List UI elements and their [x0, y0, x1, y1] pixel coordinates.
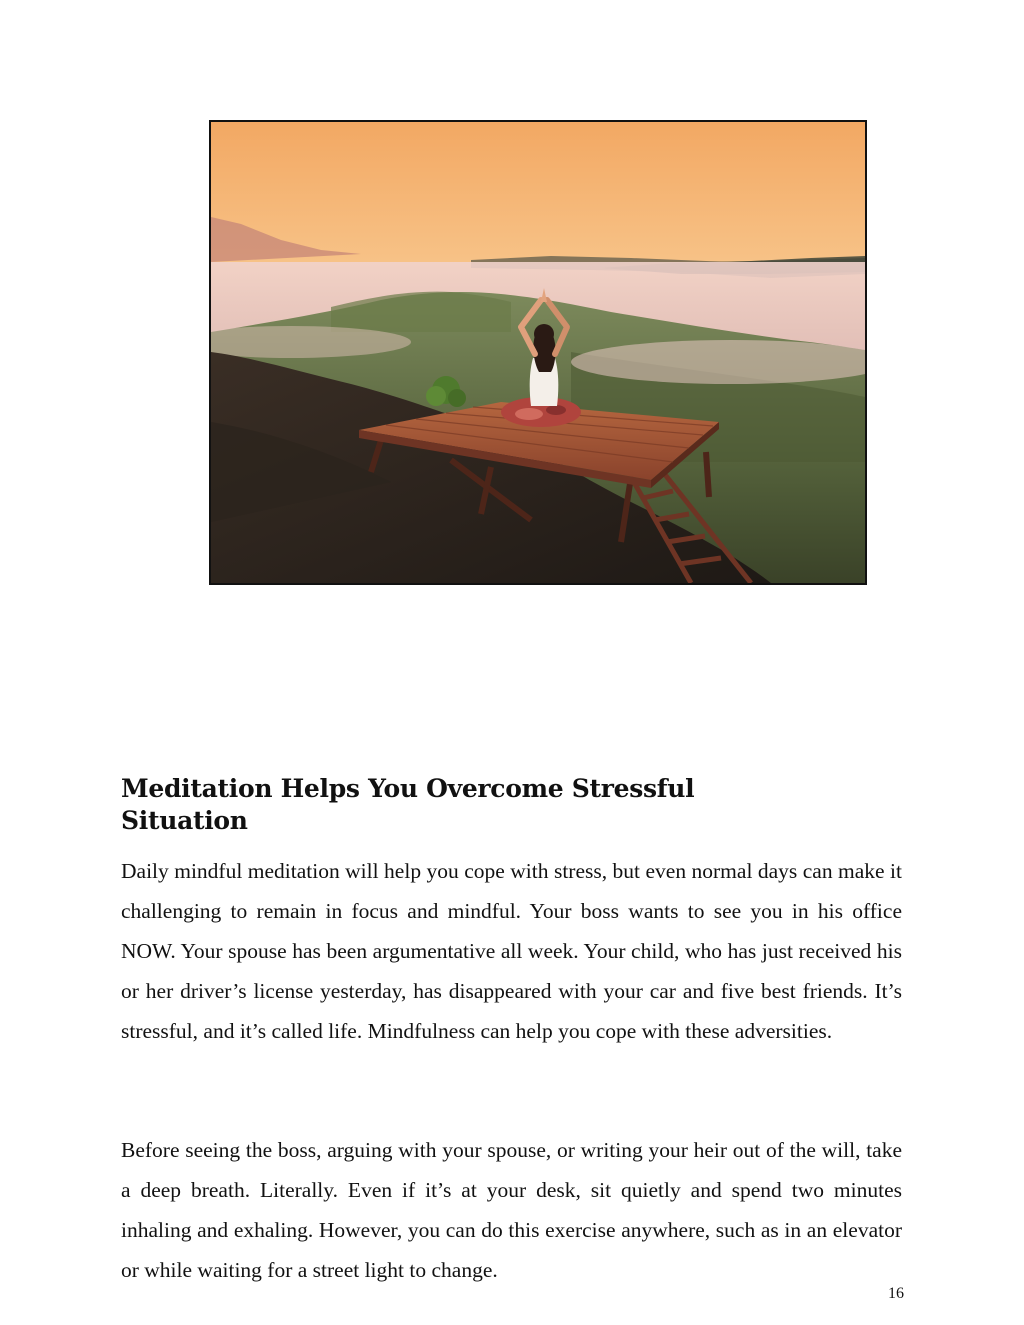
paragraph-1: Daily mindful meditation will help you cope with stress, but even normal days can make it challenging to remain in focus and mindful. Your boss wants to see you in his office NOW. Your spouse has been argumentative all week. Your child, who has just received his or her driver’s license yesterday, has disappeared with your car and five best friends. It’s stressful, and it’s called life. Mindfulness can help you cope with these adversities.: [121, 859, 902, 1043]
section-heading: Meditation Helps You Overcome Stressful Situation: [121, 774, 695, 835]
meditation-illustration: [211, 122, 865, 583]
paragraph-2: Before seeing the boss, arguing with your spouse, or writing your heir out of the will, take a deep breath. Literally. Even if it’s at your desk, sit quietly and spend two minutes inhaling and exhaling. However, you can do this exercise anywhere, such as in an elevator or while waiting for a street light to change.: [121, 1138, 902, 1282]
meditation-photo: [209, 120, 867, 585]
page-number: 16: [888, 1285, 904, 1302]
